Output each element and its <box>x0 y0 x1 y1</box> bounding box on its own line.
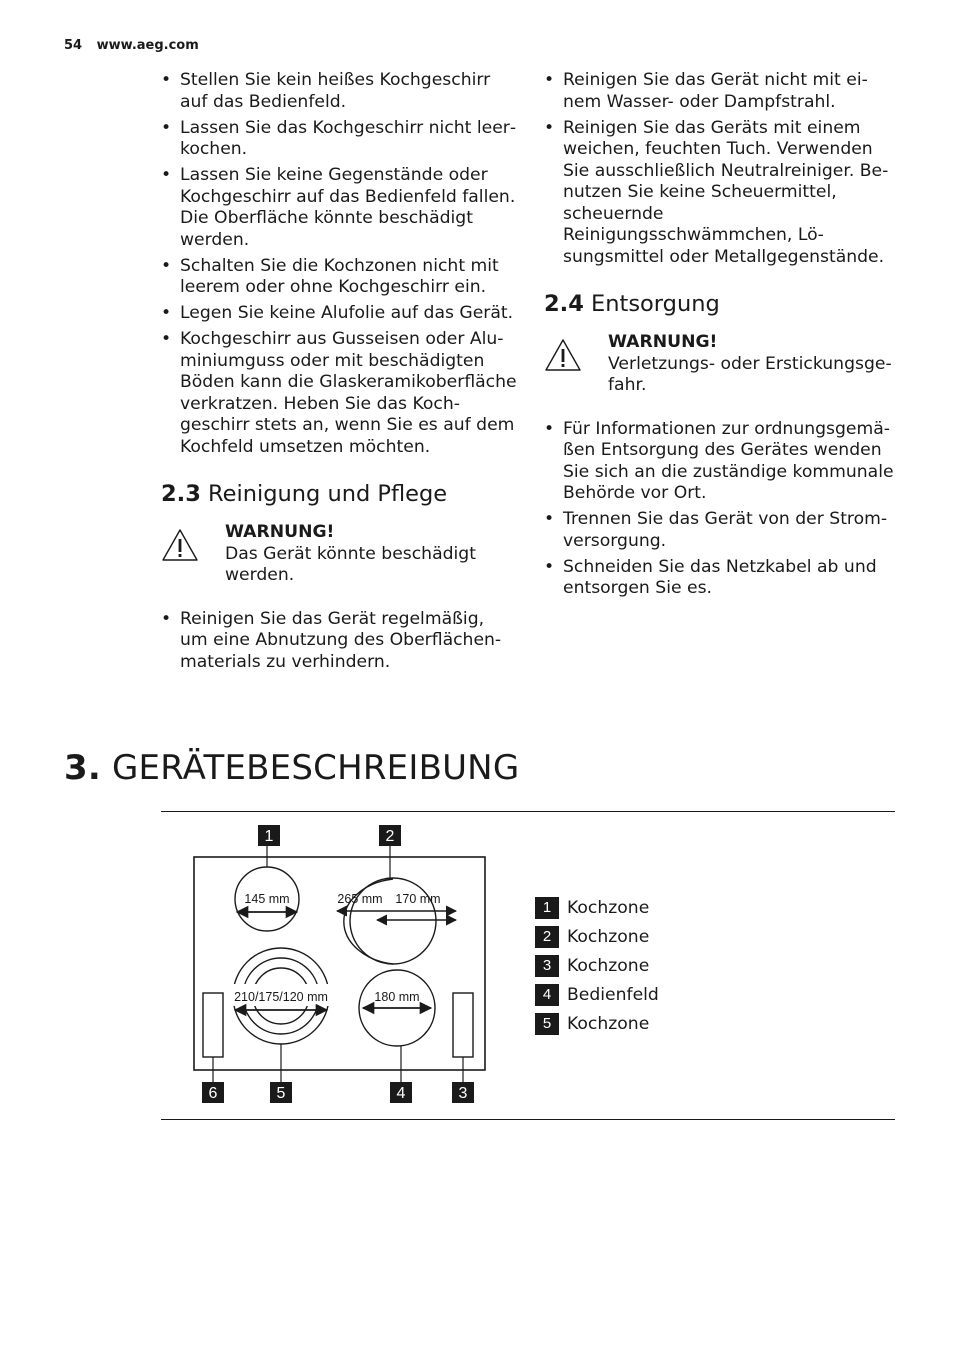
warning-box <box>544 332 896 397</box>
legend-item <box>535 951 659 980</box>
hob-outline <box>194 857 485 1070</box>
badge-3-text: 3 <box>458 1085 468 1102</box>
legend-label: Kochzone <box>567 897 650 918</box>
bullet-icon: • <box>544 70 555 90</box>
legend-label: Kochzone <box>567 926 650 947</box>
list-item: • Schneiden Sie das Netzkabel ab und entsorgen Sie es. <box>544 556 877 598</box>
legend-item <box>535 922 659 951</box>
zone-2-outer-label: 265 mm <box>337 892 383 906</box>
bullet-icon: • <box>161 329 172 349</box>
hob-diagram <box>150 820 500 1120</box>
warning-text: Das Gerät könnte beschädigt werden. <box>225 543 476 585</box>
warning-triangle-icon <box>544 338 582 372</box>
warning-text: Verletzungs- oder Erstickungsgefahr. <box>608 353 892 395</box>
legend-item <box>535 893 659 922</box>
bullet-icon: • <box>161 165 172 185</box>
control-panel-left <box>203 993 223 1057</box>
bullet-icon: • <box>161 303 172 323</box>
hob-diagram-svg <box>150 820 500 1116</box>
legend-label: Bedienfeld <box>567 984 659 1005</box>
control-panel-right <box>453 993 473 1057</box>
warning-box <box>161 522 517 587</box>
zone-4-label: 180 mm <box>374 990 420 1004</box>
list-item: • Stellen Sie kein heißes Kochgeschirr auf das Bedienfeld. <box>161 70 491 112</box>
bullet-icon: • <box>544 117 555 138</box>
site-url[interactable]: www.aeg.com <box>96 38 199 53</box>
badge-1-text: 1 <box>264 828 274 845</box>
badge-5-text: 5 <box>276 1085 286 1102</box>
bullet-icon: • <box>161 608 172 629</box>
divider-top <box>161 811 895 812</box>
zone-2-inner-circle <box>350 878 436 964</box>
bullet-icon: • <box>161 117 172 138</box>
legend-number-badge: 3 <box>535 955 559 977</box>
section-heading-disposal: 2.4 Entsorgung <box>544 291 720 317</box>
right-column <box>544 70 896 604</box>
legend-item <box>535 980 659 1009</box>
bullet-list-care <box>161 70 517 458</box>
warning-title: WARNUNG! <box>608 332 718 352</box>
legend-label: Kochzone <box>567 955 650 976</box>
list-item: • Lassen Sie keine Gegenstände oder Kochgeschirr auf das Bedienfeld fallen. Die Oberfläche könnte beschädigt werden. <box>161 165 516 250</box>
list-item: • Reinigen Sie das Gerät regelmäßig, um eine Abnutzung des Oberflächenmaterials zu verhindern. <box>161 608 502 672</box>
list-item: • Für Informationen zur ordnungsgemäßen Entsorgung des Gerätes wenden Sie sich an die zuständige kommunale Behörde vor Ort. <box>544 418 894 503</box>
list-item: • Lassen Sie das Kochgeschirr nicht leerkochen. <box>161 117 517 159</box>
list-item: • Legen Sie keine Alufolie auf das Gerät. <box>161 303 514 323</box>
legend-number-badge: 1 <box>535 897 559 919</box>
bullet-icon: • <box>544 509 555 529</box>
diagram-legend <box>535 893 659 1038</box>
badge-2-text: 2 <box>385 828 395 845</box>
legend-number-badge: 4 <box>535 984 559 1006</box>
list-item: • Trennen Sie das Gerät von der Stromversorgung. <box>544 509 888 551</box>
page-header <box>64 38 199 53</box>
warning-title: WARNUNG! <box>225 522 335 542</box>
badge-4-text: 4 <box>396 1085 406 1102</box>
divider-bottom <box>161 1119 895 1120</box>
legend-label: Kochzone <box>567 1013 650 1034</box>
left-column <box>161 70 517 678</box>
bullet-icon: • <box>544 418 555 439</box>
legend-number-badge: 5 <box>535 1013 559 1035</box>
legend-number-badge: 2 <box>535 926 559 948</box>
zone-5-label: 210/175/120 mm <box>234 990 328 1004</box>
zone-2-inner-label: 170 mm <box>395 892 441 906</box>
list-item: • Reinigen Sie das Geräts mit einem weichen, feuchten Tuch. Verwenden Sie ausschließlich Neutralreiniger. Benutzen Sie keine Scheuermittel, scheuernde Reinigungsschwämmchen, Lösungsmittel oder Metallgegenstände. <box>544 117 889 267</box>
bullet-icon: • <box>161 255 172 276</box>
bullet-list-cleaning-2 <box>544 70 896 268</box>
bullet-list-disposal <box>544 419 896 600</box>
bullet-list-cleaning <box>161 609 517 674</box>
warning-triangle-icon <box>161 528 199 562</box>
bullet-icon: • <box>544 556 555 577</box>
legend-item <box>535 1009 659 1038</box>
bullet-icon: • <box>161 70 172 90</box>
page-number: 54 <box>64 38 83 53</box>
badge-6-text: 6 <box>208 1085 218 1102</box>
list-item: • Schalten Sie die Kochzonen nicht mit leerem oder ohne Kochgeschirr ein. <box>161 255 499 297</box>
list-item: • Kochgeschirr aus Gusseisen oder Aluminiumguss oder mit beschädigten Böden kann die Glaskeramikoberfläche verkratzen. Heben Sie das Kochgeschirr stets an, wenn Sie es auf dem Kochfeld umsetzen möchten. <box>161 329 517 457</box>
zone-1-label: 145 mm <box>244 892 290 906</box>
section-heading-cleaning: 2.3 Reinigung und Pflege <box>161 481 448 507</box>
list-item: • Reinigen Sie das Gerät nicht mit einem Wasser- oder Dampfstrahl. <box>544 70 868 112</box>
chapter-title: 3. GERÄTEBESCHREIBUNG <box>64 748 520 788</box>
